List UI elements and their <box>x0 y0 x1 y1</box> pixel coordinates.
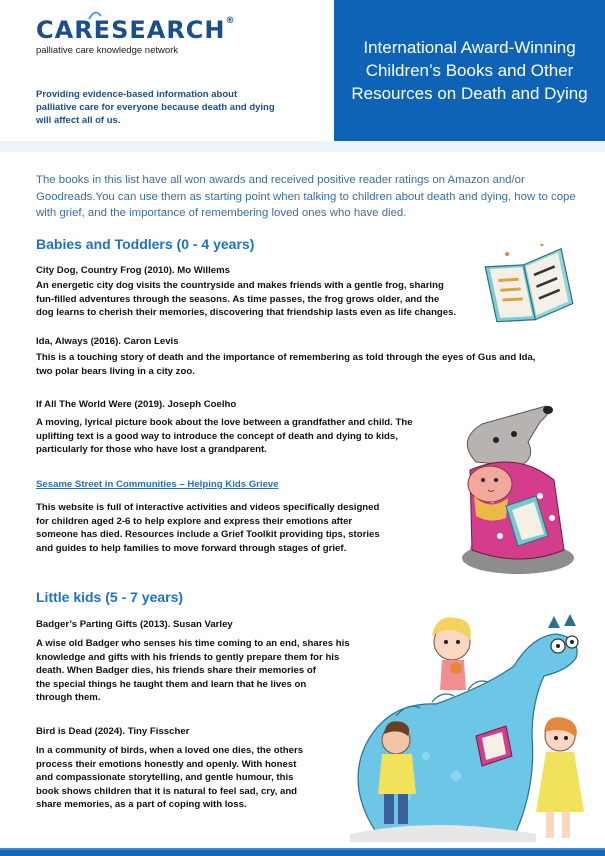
intro-paragraph: The books in this list have all won awards and received positive reader ratings on Amazon and/or Goodreads.You can use them as starting point when talking to children about death and dying, how to cope with grief, and the importance of remembering loved ones who have died. <box>36 174 576 219</box>
book-title-city-dog: City Dog, Country Frog (2010). Mo Willems <box>36 265 230 276</box>
caresearch-logo[interactable] <box>36 16 236 56</box>
page-title: International Award-Winning Children’s Books and Other Resources on Death and Dying <box>351 38 588 103</box>
book-desc-bird-is-dead: In a community of birds, when a loved one dies, the others process their emotions honestly and openly. With honest and compassionate storytelling, and gentle humour, this book shows children that it is natural to feel sad, cry, and share memories, as a part of coping with loss. <box>36 745 304 810</box>
book-desc-ida-always: This is a touching story of death and the importance of remembering as told through the eyes of Gus and Ida, two polar bears living in a city zoo. <box>36 352 536 377</box>
sesame-street-link[interactable]: Sesame Street in Communities – Helping Kids Grieve <box>36 479 279 490</box>
book-desc-city-dog: An energetic city dog visits the countryside and makes friends with a gentle frog, sharing fun-filled adventures through the seasons. As time passes, the frog grows older, and the dog learns to cherish their memories, discovering that friendship lasts even as life changes. <box>36 280 457 318</box>
header-tagline: Providing evidence-based information about palliative care for everyone because death and dying will affect all of us. <box>36 89 275 126</box>
footer-bar <box>0 848 605 856</box>
book-title-ida-always: Ida, Always (2016). Caron Levis <box>36 336 179 347</box>
section-heading-little-kids: Little kids (5 - 7 years) <box>36 589 184 605</box>
open-book-icon <box>484 244 576 326</box>
logo-wordmark: CARESEARCH® <box>36 16 236 44</box>
logo-arc-icon <box>88 10 102 20</box>
book-desc-if-all-the-world: A moving, lyrical picture book about the love between a grandfather and child. The uplifting text is a good way to introduce the concept of death and dying to kids, particularly for those who have lost a grandparent. <box>36 417 413 455</box>
book-title-if-all-the-world: If All The World Were (2019). Joseph Coelho <box>36 399 237 410</box>
title-banner <box>334 0 605 141</box>
book-desc-sesame-street: This website is full of interactive activities and videos specifically designed for children aged 2-6 to help explore and express their emotions after someone has died. Resources include a Grief Toolkit providing tips, stories and guides to help families to move forward through stages of grief. <box>36 502 380 554</box>
book-title-bird-is-dead: Bird is Dead (2024). Tiny Fisscher <box>36 726 190 737</box>
header-divider <box>0 141 605 152</box>
bear-reading-illustration <box>436 400 586 580</box>
book-title-badgers-gifts: Badger’s Parting Gifts (2013). Susan Varley <box>36 619 233 630</box>
dinosaur-kids-illustration <box>336 606 592 842</box>
logo-tagline: palliative care knowledge network <box>36 45 179 56</box>
book-desc-badgers-gifts: A wise old Badger who senses his time coming to an end, shares his knowledge and gifts with his friends to gently prepare them for his death. When Badger dies, his friends share their memories of the special things he taught them and learn that he lives on through them. <box>36 638 350 703</box>
section-heading-babies: Babies and Toddlers (0 - 4 years) <box>36 236 255 252</box>
page-header <box>0 0 605 152</box>
